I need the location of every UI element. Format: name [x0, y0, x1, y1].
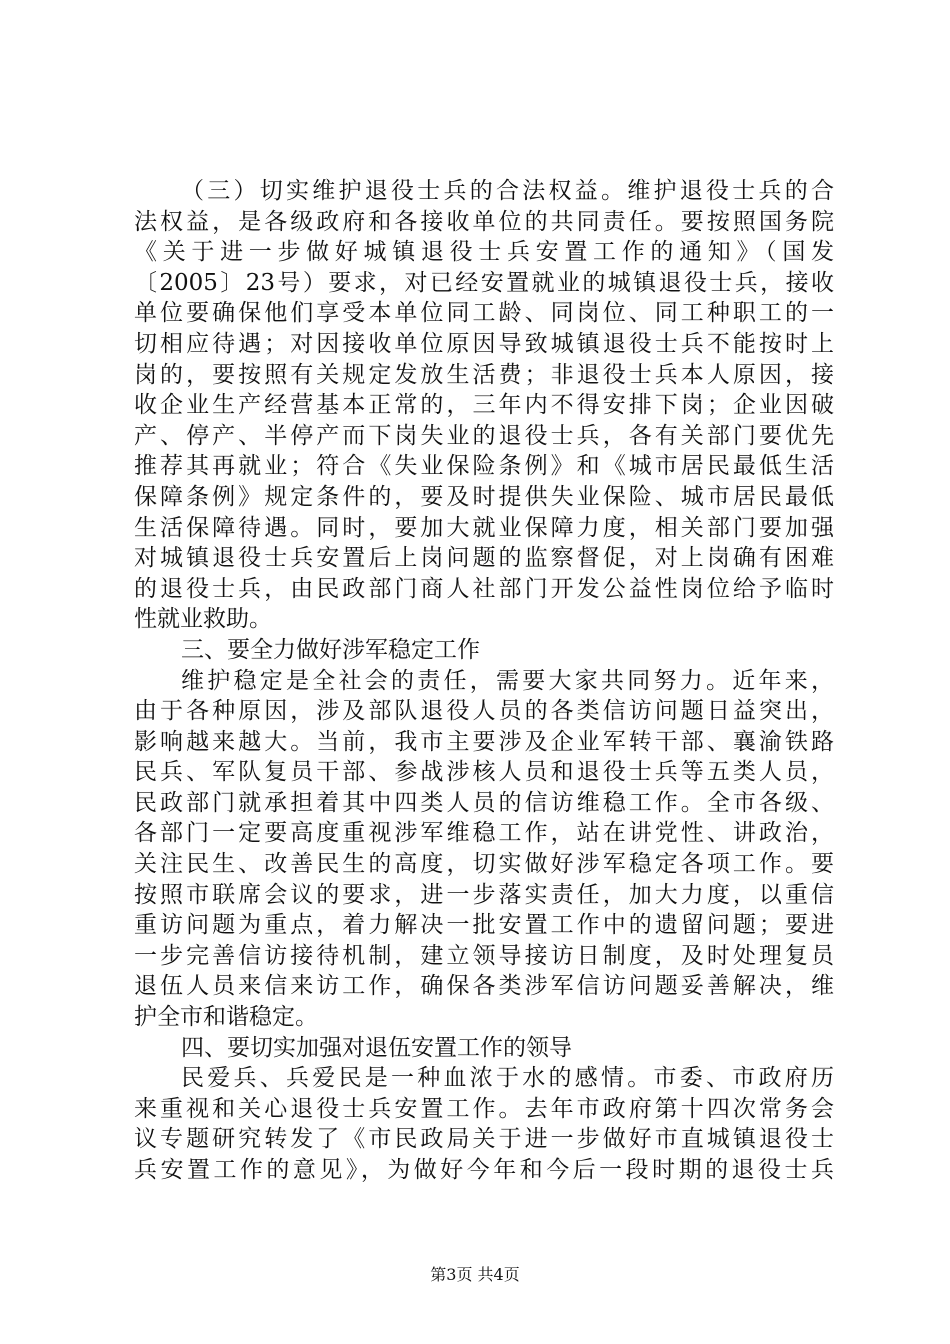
- text-line: 按照市联席会议的要求，进一步落实责任，加大力度，以重信: [134, 881, 834, 908]
- text-line: 一步完善信访接待机制，建立领导接访日制度，及时处理复员: [134, 942, 834, 969]
- text-line: 岗的，要按照有关规定发放生活费；非退役士兵本人原因，接: [134, 361, 834, 388]
- text-line: 四、要切实加强对退伍安置工作的领导: [181, 1034, 572, 1061]
- text-line: 保障条例》规定条件的，要及时提供失业保险、城市居民最低: [134, 483, 834, 510]
- text-line: 议专题研究转发了《市民政局关于进一步做好市直城镇退役士: [134, 1126, 834, 1153]
- text-line: 切相应待遇；对因接收单位原因导致城镇退役士兵不能按时上: [134, 330, 834, 357]
- text-line: 生活保障待遇。同时，要加大就业保障力度，相关部门要加强: [134, 514, 834, 541]
- text-line: 单位要确保他们享受本单位同工龄、同岗位、同工种职工的一: [134, 300, 834, 327]
- text-line: 民兵、军队复员干部、参战涉核人员和退役士兵等五类人员，: [134, 759, 834, 786]
- text-line: 兵安置工作的意见》，为做好今年和今后一段时期的退役士兵: [134, 1157, 834, 1183]
- text-line: 民爱兵、兵爱民是一种血浓于水的感情。市委、市政府历: [181, 1065, 834, 1092]
- text-line: 重访问题为重点，着力解决一批安置工作中的遗留问题；要进: [134, 912, 834, 939]
- text-line: 由于各种原因，涉及部队退役人员的各类信访问题日益突出，: [134, 698, 834, 725]
- text-line: 退伍人员来信来访工作，确保各类涉军信访问题妥善解决，维: [134, 973, 834, 1000]
- text-line: （三）切实维护退役士兵的合法权益。维护退役士兵的合: [181, 178, 834, 204]
- document-body: [134, 176, 834, 1186]
- text-line: 〔2005〕23号）要求，对已经安置就业的城镇退役士兵，接收: [134, 269, 834, 296]
- text-line: 来重视和关心退役士兵安置工作。去年市政府第十四次常务会: [134, 1095, 834, 1122]
- text-line: 三、要全力做好涉军稳定工作: [181, 636, 480, 663]
- text-line: 护全市和谐稳定。: [134, 1004, 318, 1031]
- text-line: 产、停产、半停产而下岗失业的退役士兵，各有关部门要优先: [134, 422, 834, 449]
- text-line: 性就业救助。: [134, 606, 272, 633]
- text-line: 关注民生、改善民生的高度，切实做好涉军稳定各项工作。要: [134, 851, 834, 878]
- text-line: 收企业生产经营基本正常的，三年内不得安排下岗；企业因破: [134, 392, 834, 419]
- text-line: 《关于进一步做好城镇退役士兵安置工作的通知》（国发: [134, 239, 834, 266]
- text-line: 民政部门就承担着其中四类人员的信访维稳工作。全市各级、: [134, 789, 834, 816]
- text-line: 法权益，是各级政府和各接收单位的共同责任。要按照国务院: [134, 208, 834, 235]
- text-line: 对城镇退役士兵安置后上岗问题的监察督促，对上岗确有困难: [134, 545, 834, 572]
- page-number-footer: 第3页 共4页: [430, 1265, 520, 1284]
- text-line: 的退役士兵，由民政部门商人社部门开发公益性岗位给予临时: [134, 575, 834, 602]
- text-line: 影响越来越大。当前，我市主要涉及企业军转干部、襄渝铁路: [134, 728, 834, 755]
- text-line: 各部门一定要高度重视涉军维稳工作，站在讲党性、讲政治，: [134, 820, 834, 847]
- text-line: 推荐其再就业；符合《失业保险条例》和《城市居民最低生活: [134, 453, 834, 480]
- text-line: 维护稳定是全社会的责任，需要大家共同努力。近年来，: [181, 667, 834, 694]
